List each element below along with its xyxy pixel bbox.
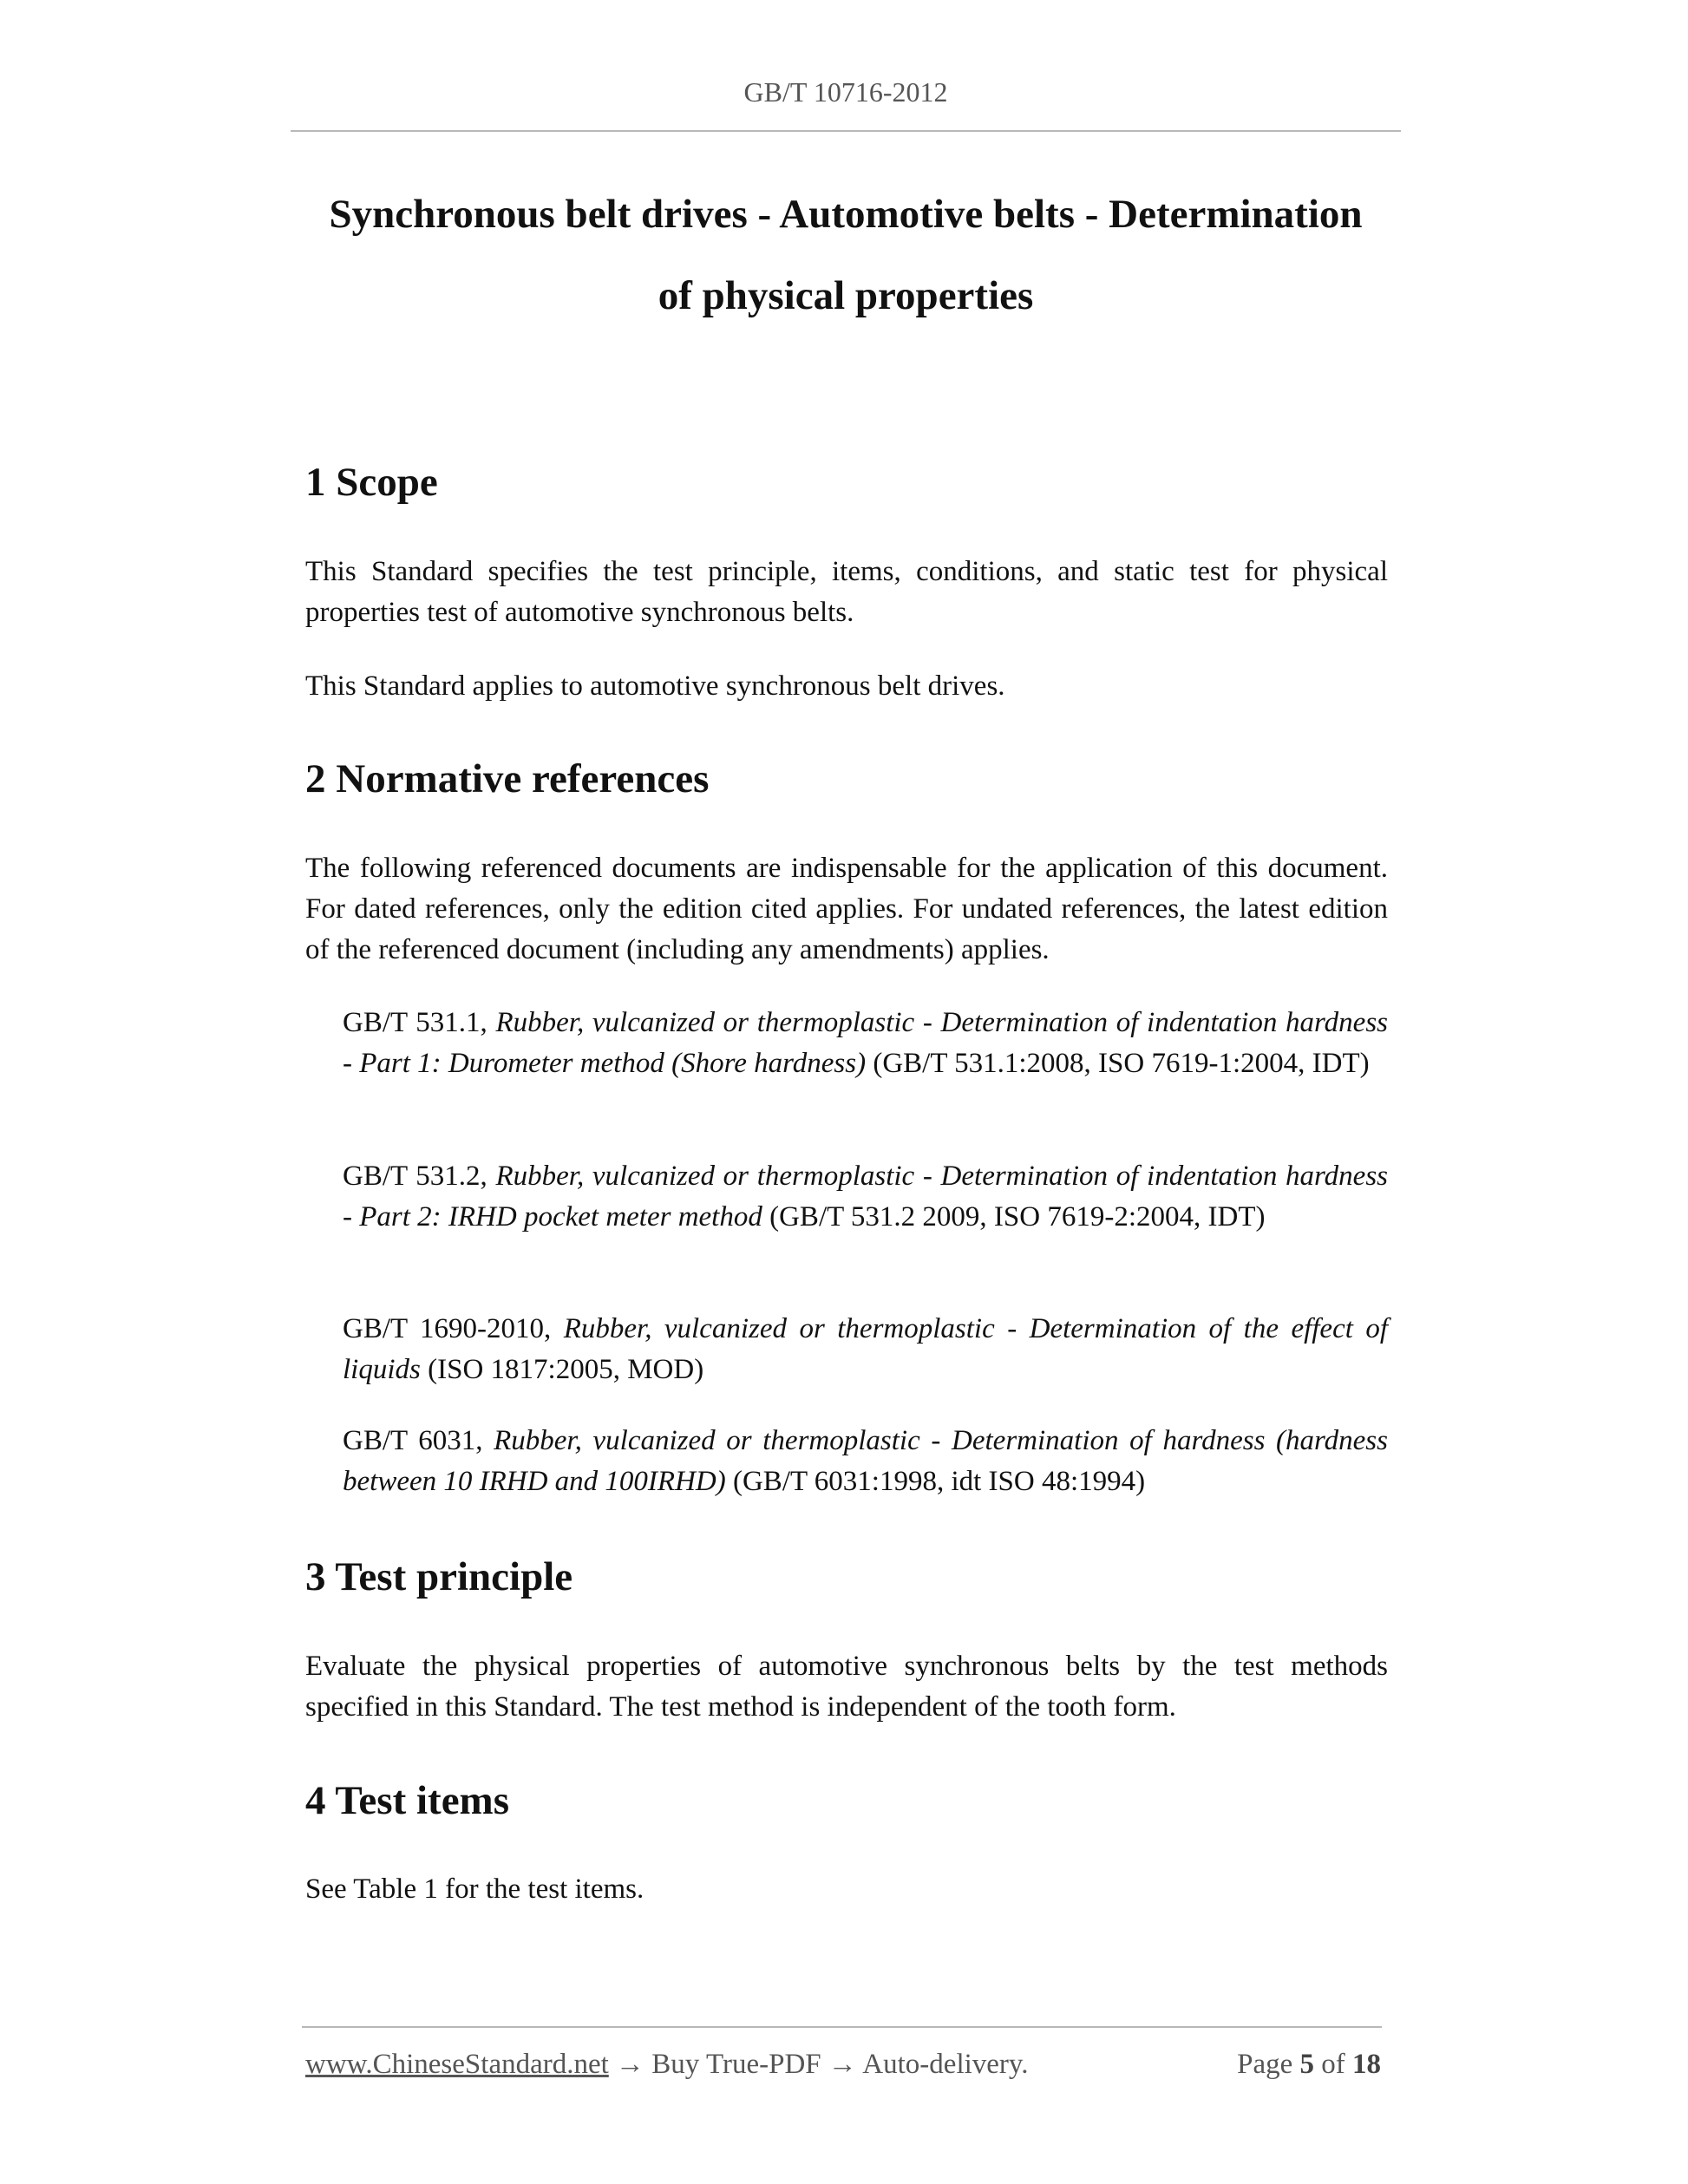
normative-intro-paragraph: The following referenced documents are indispensable for the application of this document. For dated references, only the edition cited applies. For undated references, the latest edition of the referenced document (including any amendments) applies.	[305, 853, 1388, 965]
section-heading-test-items: 4 Test items	[305, 1778, 509, 1823]
section-heading-test-principle: 3 Test principle	[305, 1554, 573, 1599]
reference-title: Rubber, vulcanized or thermoplastic - Determination of indentation hardness - Part 2: IRHD pocket meter method	[343, 1161, 1389, 1233]
document-title	[291, 173, 1401, 337]
reference-item-gbt-1690	[343, 1309, 1388, 1390]
reference-tail: (GB/T 531.1:2008, ISO 7619-1:2004, IDT)	[866, 1048, 1370, 1079]
page-number-indicator	[1237, 2049, 1381, 2081]
scope-paragraph-2: This Standard applies to automotive synchronous belt drives.	[305, 670, 1005, 702]
reference-tail: (ISO 1817:2005, MOD)	[420, 1354, 704, 1385]
reference-code: GB/T 1690-2010,	[343, 1313, 564, 1344]
reference-code: GB/T 531.1,	[343, 1007, 496, 1038]
page-total: 18	[1352, 2049, 1381, 2080]
scope-paragraph-1: This Standard specifies the test principle, items, conditions, and static test for physical properties test of automotive synchronous belts.	[305, 556, 1388, 628]
page-label: Page	[1237, 2049, 1293, 2080]
page-current: 5	[1299, 2049, 1314, 2080]
reference-tail: (GB/T 531.2 2009, ISO 7619-2:2004, IDT)	[762, 1201, 1266, 1233]
page-of: of	[1321, 2049, 1345, 2080]
title-line-2: of physical properties	[658, 273, 1034, 318]
reference-item-gbt-531-1	[343, 1003, 1388, 1084]
footer-divider	[302, 2026, 1382, 2028]
footer-promo-text: → Buy True-PDF → Auto-delivery.	[608, 2049, 1029, 2080]
website-link[interactable]: www.ChineseStandard.net	[305, 2049, 609, 2080]
reference-title: Rubber, vulcanized or thermoplastic - Determination of indentation hardness - Part 1: Durometer method (Shore hardness)	[343, 1007, 1389, 1079]
section-heading-normative-references: 2 Normative references	[305, 756, 710, 801]
reference-tail: (GB/T 6031:1998, idt ISO 48:1994)	[725, 1466, 1146, 1497]
page-footer	[305, 2049, 1381, 2081]
page-header-doc-number: GB/T 10716-2012	[743, 76, 948, 108]
reference-title: Rubber, vulcanized or thermoplastic - Determination of hardness (hardness between 10 IRHD and 100IRHD)	[343, 1425, 1388, 1497]
reference-code: GB/T 6031,	[343, 1425, 494, 1456]
section-heading-scope: 1 Scope	[305, 460, 438, 505]
title-line-1: Synchronous belt drives - Automotive belts - Determination	[329, 192, 1363, 237]
reference-title: Rubber, vulcanized or thermoplastic - Determination of the effect of liquids	[343, 1313, 1389, 1385]
test-items-paragraph: See Table 1 for the test items.	[305, 1873, 644, 1905]
header-divider	[291, 130, 1401, 132]
reference-item-gbt-531-2	[343, 1156, 1388, 1238]
reference-code: GB/T 531.2,	[343, 1161, 496, 1192]
test-principle-paragraph: Evaluate the physical properties of automotive synchronous belts by the test methods specified in this Standard. The test method is independent of the tooth form.	[305, 1651, 1388, 1723]
reference-item-gbt-6031	[343, 1421, 1388, 1502]
